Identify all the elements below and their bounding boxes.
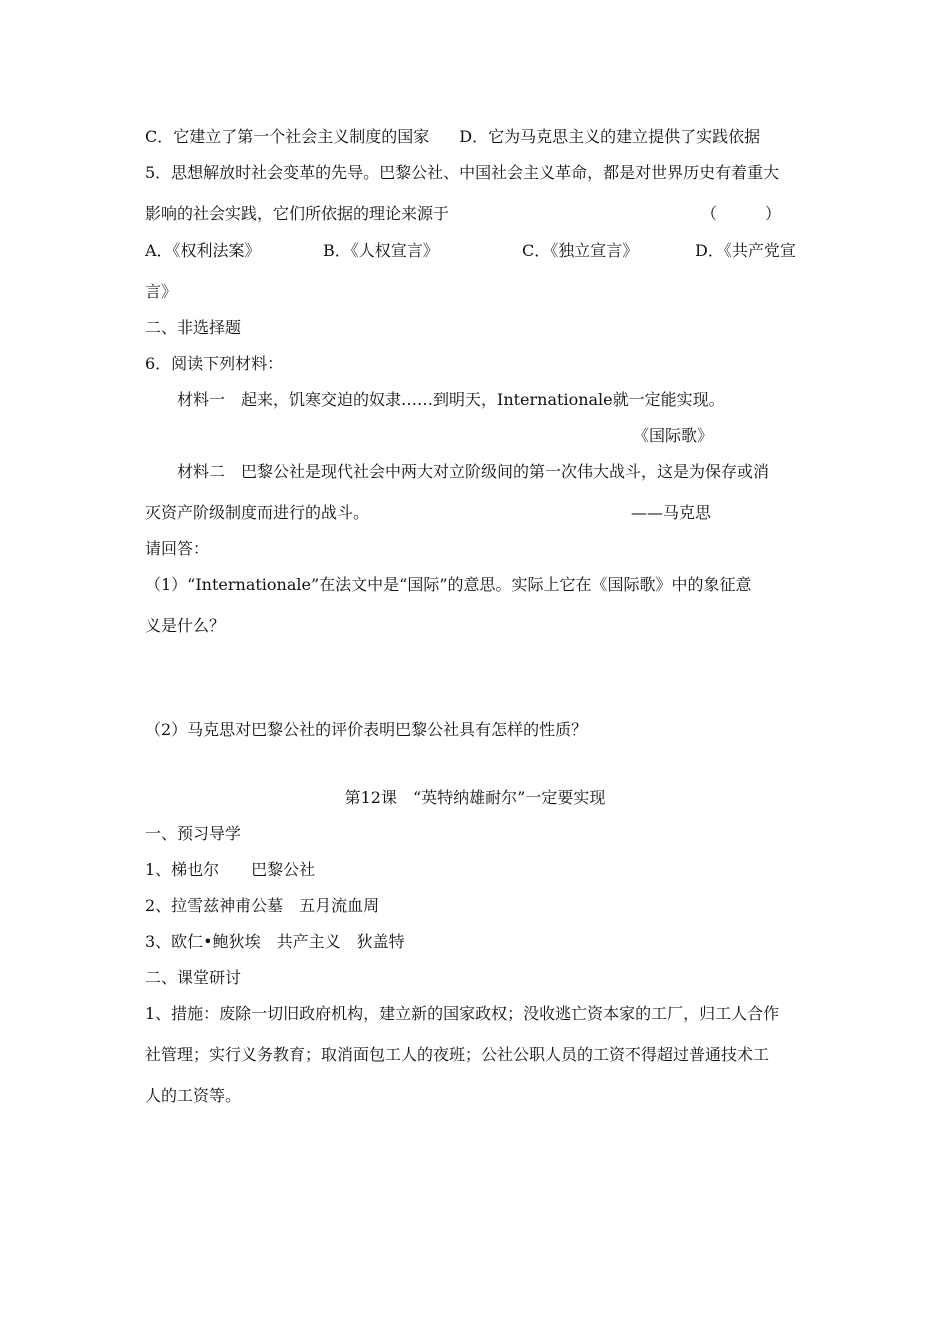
q5-option-b: B．《人权宣言》 bbox=[323, 241, 439, 260]
q5-stem-line1: 5．思想解放时社会变革的先导。巴黎公社、中国社会主义革命，都是对世界历史有着重大 bbox=[145, 163, 780, 182]
q5-option-d-cont: 言》 bbox=[145, 282, 178, 301]
preview-item-3: 3、欧仁•鲍狄埃 共产主义 狄盖特 bbox=[145, 932, 405, 951]
material1-source: 《国际歌》 bbox=[633, 426, 714, 445]
preview-item-1: 1、梯也尔 巴黎公社 bbox=[145, 860, 316, 879]
preview-heading: 一、预习导学 bbox=[145, 824, 242, 843]
class-heading: 二、课堂研讨 bbox=[145, 968, 242, 987]
answer-prompt: 请回答： bbox=[145, 539, 210, 558]
subquestion2: （2）马克思对巴黎公社的评价表明巴黎公社具有怎样的性质？ bbox=[145, 720, 588, 739]
preview-item-2: 2、拉雪兹神甫公墓 五月流血周 bbox=[145, 896, 380, 915]
q4-option-c: C．它建立了第一个社会主义制度的国家 bbox=[145, 127, 430, 146]
measures-line1: 1、措施：废除一切旧政府机构，建立新的国家政权；没收逃亡资本家的工厂，归工人合作 bbox=[145, 1004, 780, 1023]
q5-stem-text: 影响的社会实践，它们所依据的理论来源于 bbox=[145, 204, 450, 223]
q4-options-line bbox=[145, 127, 760, 147]
q6-intro: 6．阅读下列材料： bbox=[145, 354, 284, 373]
q5-option-a: A．《权利法案》 bbox=[145, 241, 261, 260]
q4-option-d: D．它为马克思主义的建立提供了实践依据 bbox=[459, 127, 761, 146]
material2-text: 灭资产阶级制度而进行的战斗。 bbox=[145, 503, 370, 522]
subquestion1-line2: 义是什么？ bbox=[145, 616, 226, 635]
measures-line2: 社管理；实行义务教育；取消面包工人的夜班；公社公职人员的工资不得超过普通技术工 bbox=[145, 1045, 770, 1064]
q5-stem-line2 bbox=[145, 204, 782, 224]
q5-option-d: D．《共产党宣 bbox=[695, 241, 796, 260]
material2-line2 bbox=[145, 503, 712, 523]
q5-option-c: C．《独立宣言》 bbox=[522, 241, 639, 260]
material1-text: 材料一 起来，饥寒交迫的奴隶……到明天，Internationale就一定能实现。 bbox=[177, 390, 725, 409]
q5-answer-bracket: （ ） bbox=[701, 204, 782, 223]
measures-line3: 人的工资等。 bbox=[145, 1086, 242, 1105]
material2-line1: 材料二 巴黎公社是现代社会中两大对立阶级间的第一次伟大战斗，这是为保存或消 bbox=[177, 462, 770, 481]
subquestion1-line1: （1）“Internationale”在法文中是“国际”的意思。实际上它在《国际歌》中的象征意 bbox=[145, 575, 752, 594]
lesson-title: 第12课 “英特纳雄耐尔”一定要实现 bbox=[344, 788, 606, 807]
section2-heading: 二、非选择题 bbox=[145, 318, 242, 337]
material2-source: ——马克思 bbox=[631, 503, 712, 522]
